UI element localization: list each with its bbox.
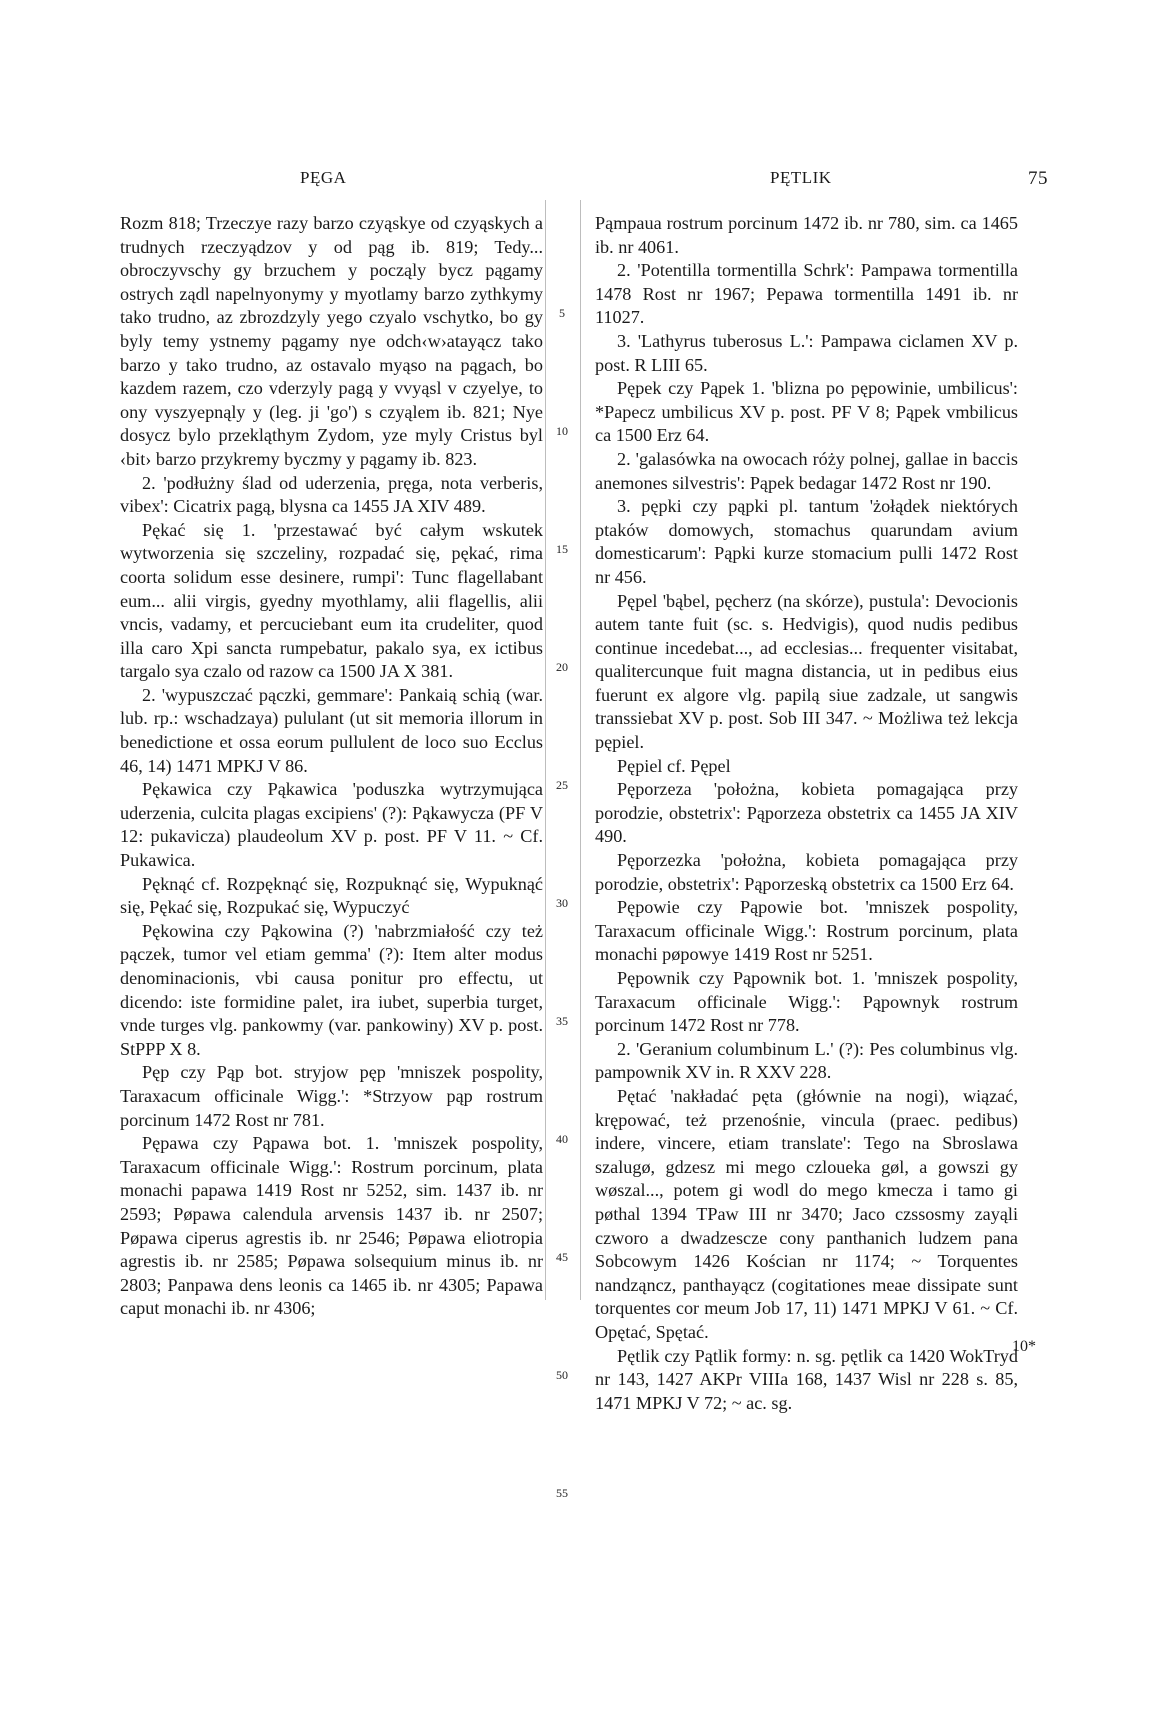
entry-paragraph: Pęknąć cf. Rozpęknąć się, Rozpuknąć się, Wypuknąć się, Pękać się, Rozpukać się, Wypuczyć (120, 873, 543, 918)
entry-paragraph: Pępek czy Pąpek 1. 'blizna po pępowinie, umbilicus': *Papecz umbilicus XV p. post. PF V 8; Pąpek vmbilicus ca 1500 Erz 64. (595, 378, 1018, 446)
entry-paragraph: 2. 'podłużny ślad od uderzenia, pręga, nota verberis, vibex': Cicatrix pagą, blysna ca 1455 JA XIV 489. (120, 472, 543, 517)
entry-paragraph: Pępownik czy Pąpownik bot. 1. 'mniszek pospolity, Taraxacum officinale Wigg.': Pąpownyk rostrum porcinum 1472 Rost nr 778. (595, 968, 1018, 1036)
entry-paragraph: Pępel 'bąbel, pęcherz (na skórze), pustula': Devocionis autem tante fuit (sc. s. Hedvigis), quod nudis pedibus continue incedebat..., ad ecclesias... frequenter visitabat, qualitercunque fuit magna distancia, ut in pedibus eius fuerunt ex algore vlg. papilą siue zadzale, ut sangwis transsiebat XV p. post. Sob III 347. ~ Możliwa też lekcja pępiel. (595, 590, 1018, 753)
entry-paragraph: Pękawica czy Pąkawica 'poduszka wytrzymująca uderzenia, culcita plagas excipiens' (?): Pąkawycza (PF V 12: pukavicza) plaudeolum XV p. post. PF V 11. ~ Cf. Pukawica. (120, 779, 543, 871)
line-number: 25 (556, 778, 568, 792)
entry-paragraph: 2. 'Geranium columbinum L.' (?): Pes columbinus vlg. pampownik XV in. R XXV 228. (595, 1038, 1018, 1083)
entry-paragraph: Pęporzezka 'położna, kobieta pomagająca przy porodzie, obstetrix': Pąporzeską obstetrix ca 1500 Erz 64. (595, 850, 1018, 894)
entry-continuation: Pąmpaua rostrum porcinum 1472 ib. nr 780, sim. ca 1465 ib. nr 4061. (595, 213, 1018, 257)
left-column (120, 212, 543, 1321)
column-divider-right (580, 200, 581, 1300)
entry-paragraph: 2. 'wypuszczać pączki, gemmare': Pankaią schią (war. lub. rp.: wschadzaya) pululant (ut sit memoria illorum in benedictione et ossa eorum pullulent de loco suo Ecclus 46, 14) 1471 MPKJ V 86. (120, 684, 543, 776)
entry-paragraph: Pękowina czy Pąkowina (?) 'nabrzmiałość czy też pączek, tumor vel etiam gemma' (?): Item alter modus denominacionis, vbi causa ponitur pro effectu, ut dicendo: iste formidine palet, ira iubet, superbia turget, vnde turges vlg. pankowmy (var. pankowiny) XV p. post. StPPP X 8. (120, 920, 543, 1059)
line-number: 40 (556, 1132, 568, 1146)
entry-paragraph: Pękać się 1. 'przestawać być całym wskutek wytworzenia się szczeliny, rozpadać się, pękać, rima coorta solidum esse desinere, rumpi': Tunc flagellabant eum... alii virgis, gyedny myothlamy, alii flagellis, alii vncis, vadamy, et percuciebant eum ita crudeliter, quod illa caro Xpi sancta rumpebatur, pakalo sya, ex ictibus targalo sya czalo od razow ca 1500 JA X 381. (120, 519, 543, 682)
line-number: 10 (556, 424, 568, 438)
entry-paragraph: Pępawa czy Pąpawa bot. 1. 'mniszek pospolity, Taraxacum officinale Wigg.': Rostrum porcinum, plata monachi papawa 1419 Rost nr 5252, sim. 1437 ib. nr 2593; Pøpawa calendula arvensis 1437 ib. nr 2507; Pøpawa ciperus agrestis ib. nr 2546; Pøpawa eliotropia agrestis ib. nr 2585; Pøpawa solsequium minus ib. nr 2803; Panpawa dens leonis ca 1465 ib. nr 4305; Papawa caput monachi ib. nr 4306; (120, 1133, 543, 1319)
entry-paragraph: Pęporzeza 'położna, kobieta pomagająca przy porodzie, obstetrix': Pąporzeza obstetrix ca 1455 JA XIV 490. (595, 779, 1018, 847)
entry-continuation: Rozm 818; Trzeczye razy barzo czyąskye od czyąskych a trudnych rzeczyądzov y od pąg ib. 819; Tedy... obroczyvschy gy brzuchem y począly bycz pągamy ostrych ządl napelnyonymy y myotlamy barzo zythkymy tako trudno, az zbrozdzyly yego czyalo vschytko, bo gy byly temy ystnemy pągamy nye odch‹w›atayącz tako barzo y tako trudno, az ostavalo myąso na pągach, bo kazdem razem, czo vderzyly pagą y vvyąsl v czyelye, to ony vyszyepnąly y (leg. ji 'go') s czyąlem ib. 821; Nye dosycz bylo przekląthym Zydom, yze myly Cristus byl ‹bit› barzo przykremy byczmy y pągamy ib. 823. (120, 213, 543, 469)
line-number: 45 (556, 1250, 568, 1264)
right-headword: PĘTLIK (770, 168, 832, 187)
entry-paragraph: 3. pępki czy pąpki pl. tantum 'żołądek niektórych ptaków domowych, stomachus quarundam avium domesticarum': Pąpki kurze stomacium pulli 1472 Rost nr 456. (595, 496, 1018, 587)
line-number: 35 (556, 1014, 568, 1028)
left-headword: PĘGA (300, 168, 347, 187)
running-head (0, 168, 1158, 190)
line-number: 55 (556, 1486, 568, 1500)
sheet-signature-mark: 10* (1012, 1338, 1036, 1355)
entry-paragraph: Pępowie czy Pąpowie bot. 'mniszek pospolity, Taraxacum officinale Wigg.': Rostrum porcinum, plata monachi pøpowye 1419 Rost nr 5251. (595, 897, 1018, 965)
right-column (595, 212, 1018, 1415)
entry-paragraph: Pęp czy Pąp bot. stryjow pęp 'mniszek pospolity, Taraxacum officinale Wigg.': *Strzyow pąp rostrum porcinum 1472 Rost nr 781. (120, 1062, 543, 1130)
entry-paragraph: 2. 'Potentilla tormentilla Schrk': Pampawa tormentilla 1478 Rost nr 1967; Pepawa tormentilla 1491 ib. nr 11027. (595, 260, 1018, 328)
entry-paragraph: 2. 'galasówka na owocach róży polnej, gallae in baccis anemones silvestris': Pąpek bedagar 1472 Rost nr 190. (595, 448, 1018, 493)
column-divider-left (545, 200, 546, 1300)
entry-paragraph: Pępiel cf. Pępel (617, 755, 731, 776)
line-number: 5 (559, 306, 565, 320)
entry-paragraph: Pętać 'nakładać pęta (głównie na nogi), wiązać, krępować, też przenośnie, vincula (praec. pedibus) indere, vincere, etiam translate': Tego na Sbroslawa szalugø, gdzesz mi mego czloueka gøl, a gowszi gy wøszal..., potem gi wodl do mego kmecza i tamo gi pøthal 1394 TPaw III nr 3470; Jaco czssosmy zayąli czworo a dwadzescze cony panthanich ludzem pana Sobcowym 1426 Kościan nr 1174; ~ Torquentes nandząncz, panthayącz (cogitationes meae dissipate sunt torquentes cor meum Job 17, 11) 1471 MPKJ V 61. ~ Cf. Opętać, Spętać. (595, 1085, 1018, 1342)
page-number: 75 (1028, 168, 1048, 189)
entry-paragraph: Pętlik czy Pątlik formy: n. sg. pętlik ca 1420 WokTryd nr 143, 1427 AKPr VIIIa 168, 1437 Wisl nr 228 s. 85, 1471 MPKJ V 72; ~ ac. sg. (595, 1345, 1018, 1413)
entry-paragraph: 3. 'Lathyrus tuberosus L.': Pampawa ciclamen XV p. post. R LIII 65. (595, 330, 1018, 375)
line-number: 20 (556, 660, 568, 674)
line-number: 15 (556, 542, 568, 556)
line-number: 30 (556, 896, 568, 910)
line-number: 50 (556, 1368, 568, 1382)
